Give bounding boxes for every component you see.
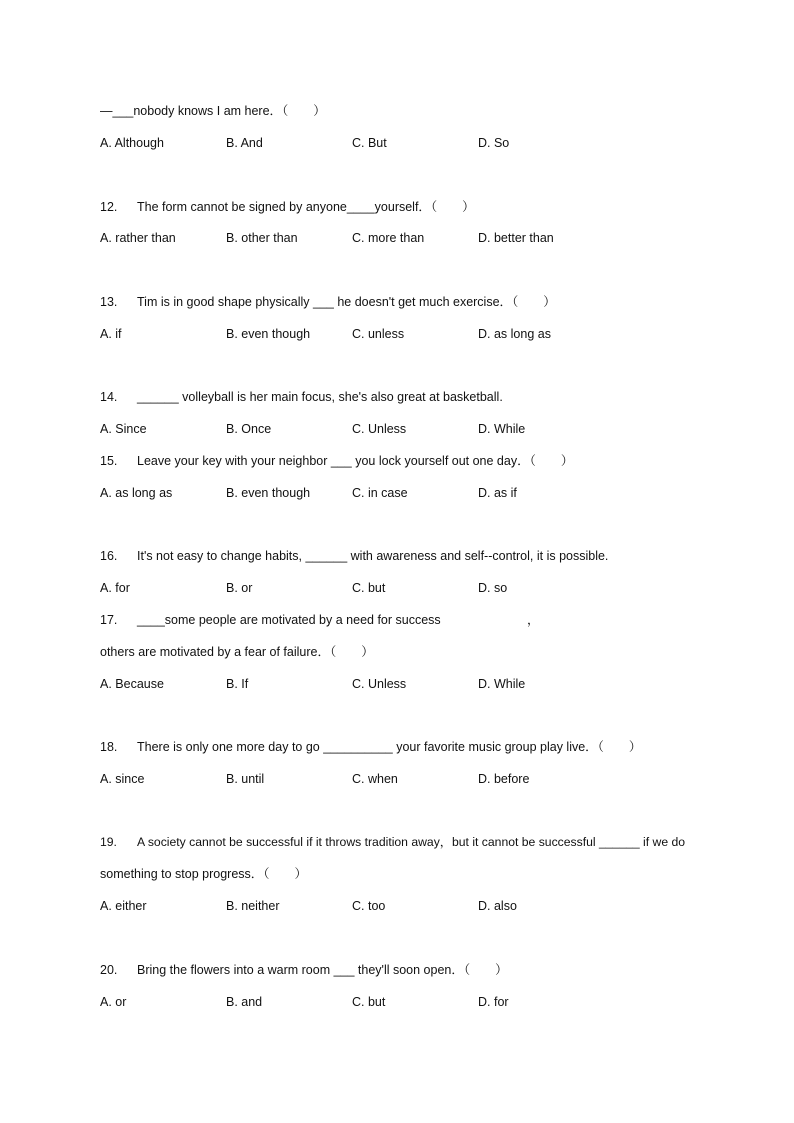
question-text: A society cannot be successful if it throws tradition away，but it cannot be successful ______ if we do xyxy=(137,835,686,849)
option-c[interactable]: C. too xyxy=(352,899,386,913)
question-number: 17. xyxy=(100,613,118,627)
option-d[interactable]: D. as long as xyxy=(478,327,551,341)
option-a[interactable]: A. as long as xyxy=(100,486,173,500)
question-stem xyxy=(100,739,641,755)
option-a[interactable]: A. either xyxy=(100,899,147,913)
option-d[interactable]: D. so xyxy=(478,581,508,595)
option-a[interactable]: A. since xyxy=(100,772,145,786)
option-c[interactable]: C. but xyxy=(352,995,386,1009)
option-d[interactable]: D. While xyxy=(478,422,526,436)
question-stem xyxy=(100,294,556,310)
question-text: It's not easy to change habits, ______ with awareness and self--control, it is possible. xyxy=(137,549,609,563)
option-a[interactable]: A. or xyxy=(100,995,127,1009)
option-b[interactable]: B. neither xyxy=(226,899,280,913)
answer-options xyxy=(100,230,620,246)
option-b[interactable]: B. until xyxy=(226,772,265,786)
option-d[interactable]: D. So xyxy=(478,136,510,150)
option-a[interactable]: A. for xyxy=(100,581,130,595)
option-c[interactable]: C. more than xyxy=(352,231,425,245)
option-a[interactable]: A. Since xyxy=(100,422,147,436)
question-number: 12. xyxy=(100,200,118,214)
option-b[interactable]: B. Once xyxy=(226,422,272,436)
question-text: Tim is in good shape physically ___ he doesn't get much exercise．（ ） xyxy=(137,295,556,309)
option-b[interactable]: B. other than xyxy=(226,231,298,245)
option-b[interactable]: B. If xyxy=(226,677,249,691)
option-a[interactable]: A. rather than xyxy=(100,231,176,245)
question-number: 13. xyxy=(100,295,118,309)
option-a[interactable]: A. Although xyxy=(100,136,164,150)
question-number: 16. xyxy=(100,549,118,563)
answer-options xyxy=(100,326,620,342)
option-b[interactable]: B. or xyxy=(226,581,253,595)
option-c[interactable]: C. unless xyxy=(352,327,405,341)
question-stem xyxy=(100,962,508,978)
option-d[interactable]: D. While xyxy=(478,677,526,691)
option-b[interactable]: B. even though xyxy=(226,327,311,341)
answer-options xyxy=(100,994,620,1010)
question-number: 14. xyxy=(100,390,118,404)
option-b[interactable]: B. and xyxy=(226,995,263,1009)
answer-options xyxy=(100,580,620,596)
question-number: 15. xyxy=(100,454,118,468)
option-d[interactable]: D. as if xyxy=(478,486,517,500)
question-stem xyxy=(100,612,441,628)
question-stem-continued xyxy=(100,866,307,882)
option-c[interactable]: C. but xyxy=(352,581,386,595)
question-number: 19. xyxy=(100,835,117,849)
question-stem-continued xyxy=(100,644,374,660)
question-text: —___nobody knows I am here．（ ） xyxy=(100,104,326,118)
answer-options xyxy=(100,421,620,437)
option-c[interactable]: C. Unless xyxy=(352,422,407,436)
question-stem xyxy=(100,548,608,564)
option-d[interactable]: D. also xyxy=(478,899,517,913)
comma-text: ， xyxy=(527,613,540,627)
option-b[interactable]: B. And xyxy=(226,136,263,150)
question-text: others are motivated by a fear of failure．（ ） xyxy=(100,645,374,659)
answer-options xyxy=(100,771,620,787)
question-stem xyxy=(100,389,503,405)
answer-options xyxy=(100,485,620,501)
option-c[interactable]: C. when xyxy=(352,772,398,786)
question-stem xyxy=(100,453,573,469)
option-d[interactable]: D. for xyxy=(478,995,509,1009)
option-c[interactable]: C. But xyxy=(352,136,387,150)
question-text: There is only one more day to go __________ your favorite music group play live．（ ） xyxy=(137,740,642,754)
question-number: 18. xyxy=(100,740,118,754)
question-text: ____some people are motivated by a need for success xyxy=(137,613,441,627)
question-number: 20. xyxy=(100,963,118,977)
answer-options xyxy=(100,676,620,692)
option-c[interactable]: C. Unless xyxy=(352,677,407,691)
question-text: something to stop progress．（ ） xyxy=(100,867,308,881)
option-d[interactable]: D. better than xyxy=(478,231,554,245)
question-text: Bring the flowers into a warm room ___ they'll soon open．（ ） xyxy=(137,963,508,977)
answer-options xyxy=(100,135,620,151)
question-text: ______ volleyball is her main focus, she's also great at basketball. xyxy=(137,390,503,404)
question-stem xyxy=(100,103,326,119)
answer-options xyxy=(100,898,620,914)
option-c[interactable]: C. in case xyxy=(352,486,408,500)
question-comma xyxy=(527,612,540,628)
question-text: The form cannot be signed by anyone____yourself．（ ） xyxy=(137,200,475,214)
option-a[interactable]: A. if xyxy=(100,327,122,341)
question-text: Leave your key with your neighbor ___ you lock yourself out one day．（ ） xyxy=(137,454,574,468)
question-stem xyxy=(100,834,685,850)
option-d[interactable]: D. before xyxy=(478,772,530,786)
option-b[interactable]: B. even though xyxy=(226,486,311,500)
option-a[interactable]: A. Because xyxy=(100,677,164,691)
question-stem xyxy=(100,199,475,215)
